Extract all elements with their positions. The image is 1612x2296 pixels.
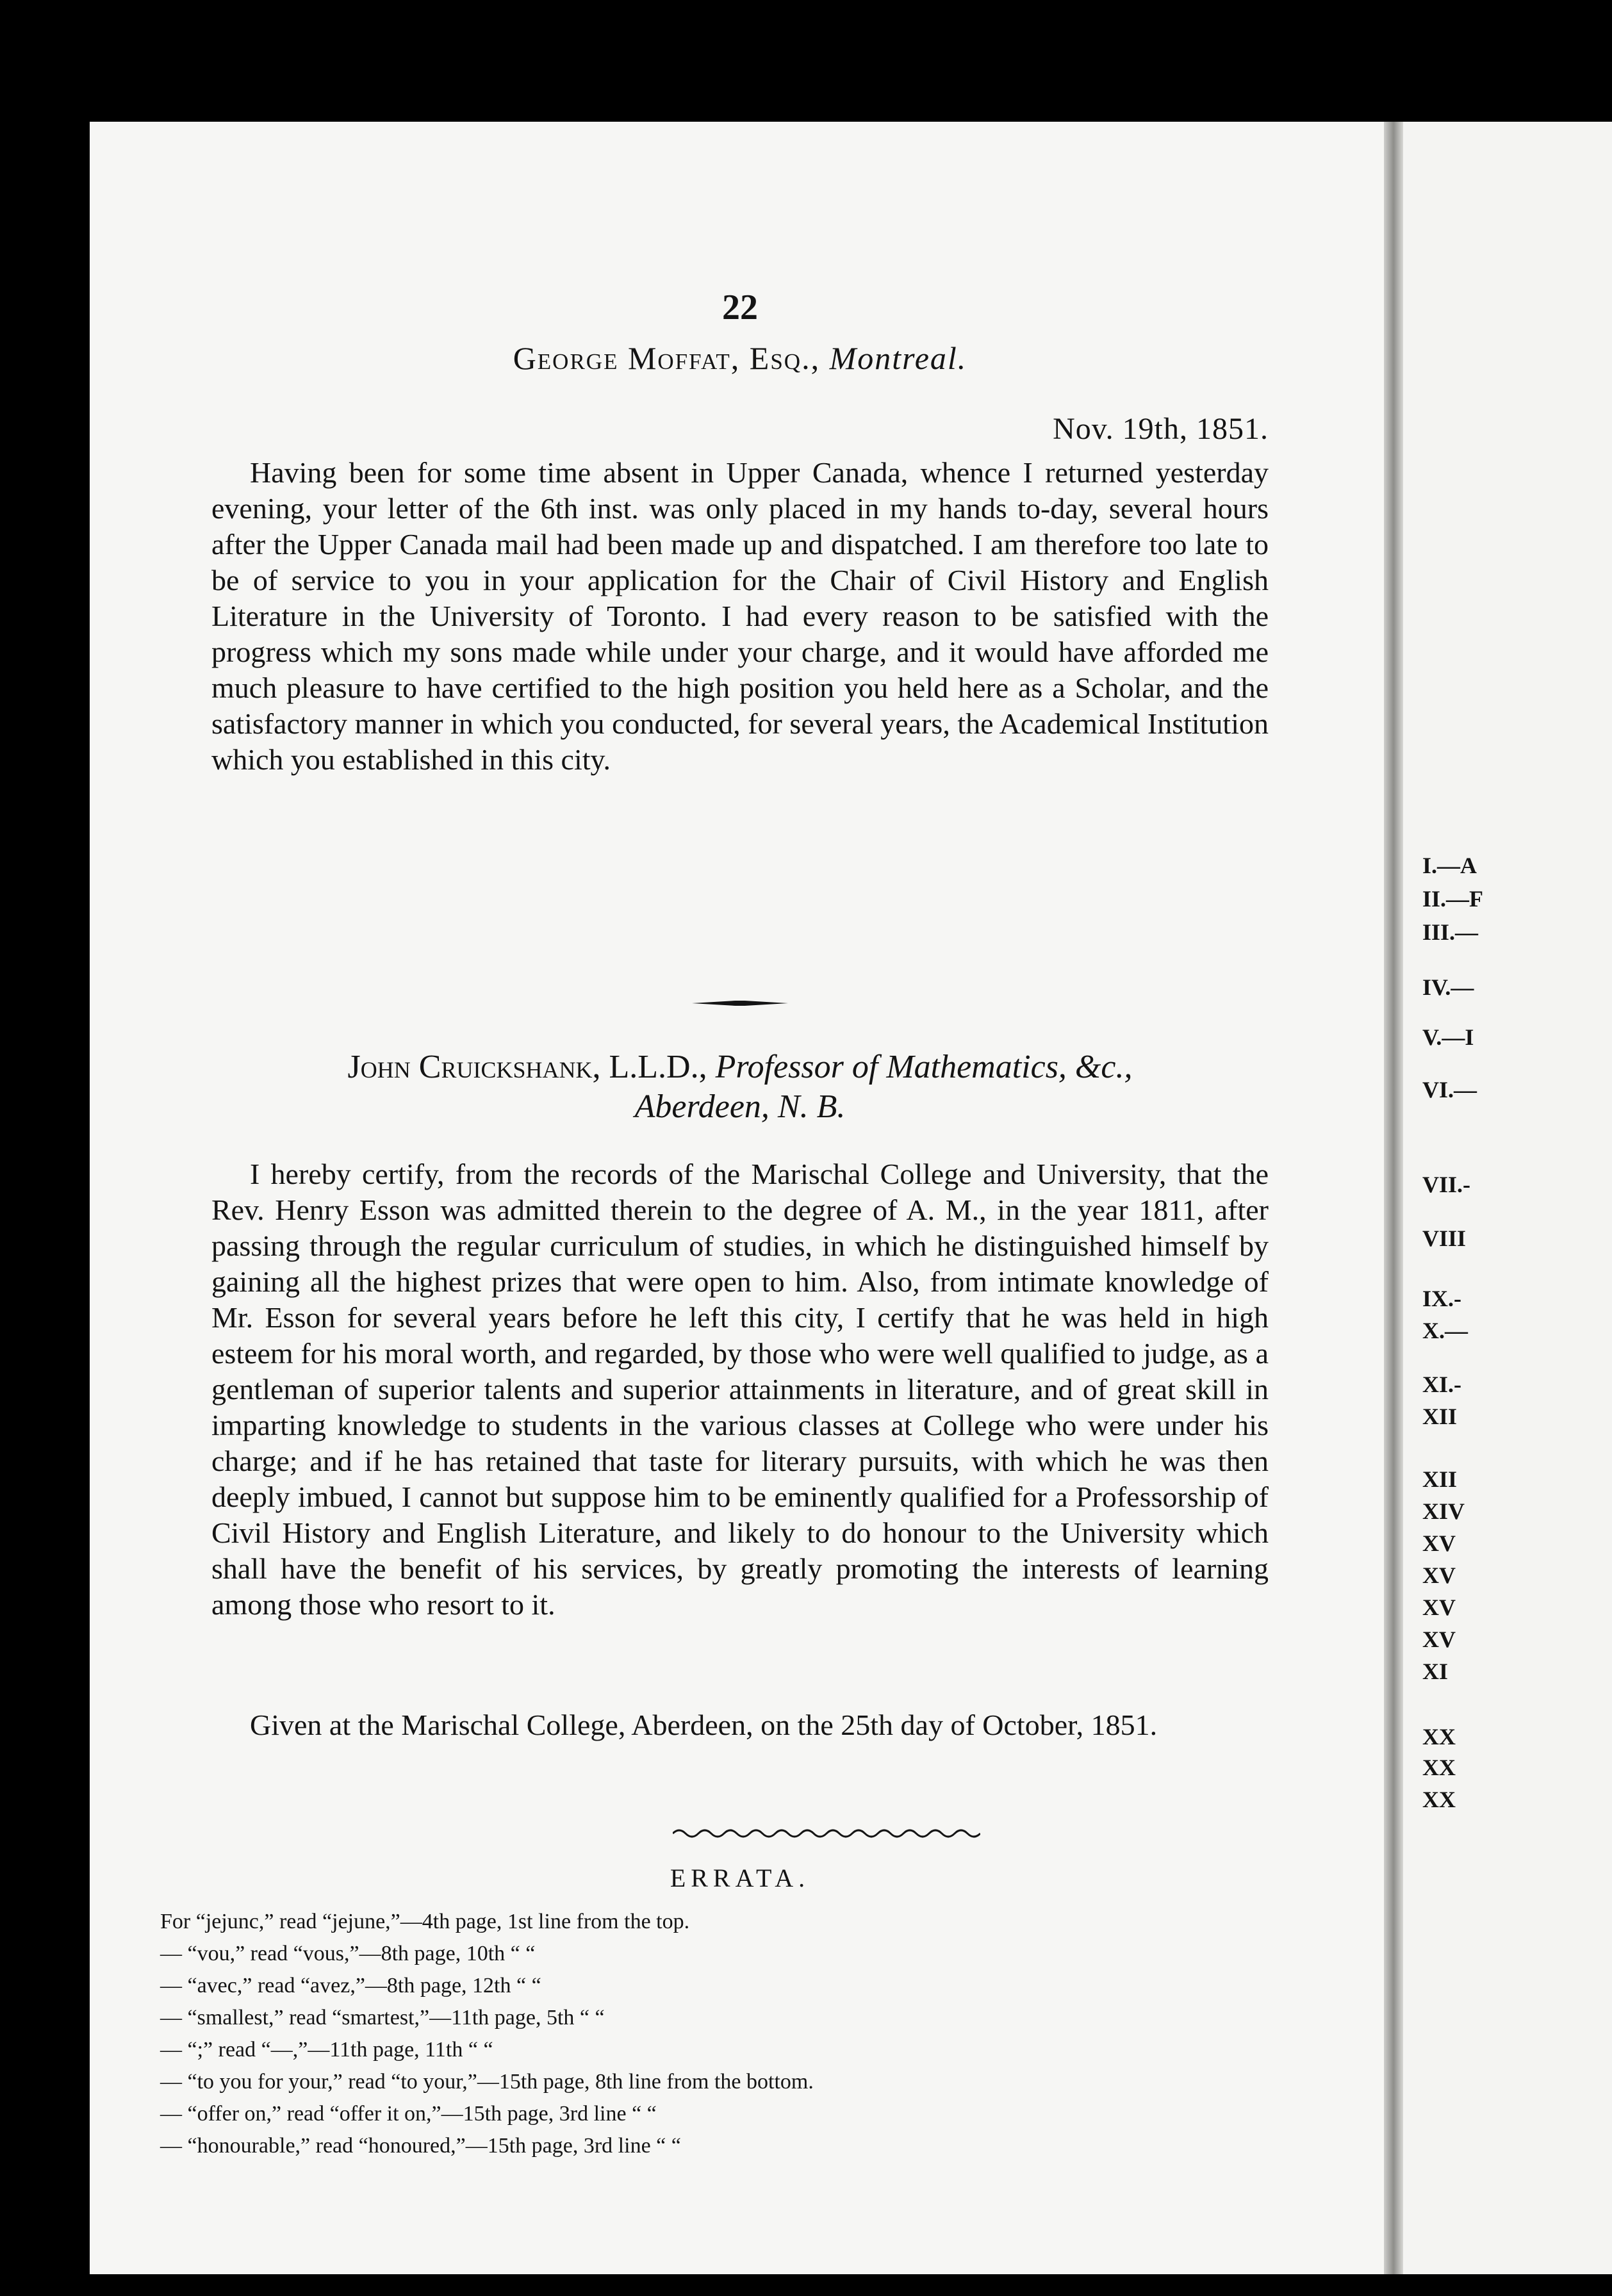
errata-line: — “avec,” read “avez,”—8th page, 12th “ “: [160, 1974, 541, 1997]
letter2-name: John Cruickshank, L.L.D.,: [347, 1049, 707, 1085]
facing-page-numeral: XX: [1422, 1724, 1456, 1750]
left-page: [90, 122, 1384, 2274]
errata-list: [160, 1906, 1249, 2162]
facing-page-numeral: X.—: [1422, 1318, 1468, 1343]
facing-page-numeral: IV.—: [1422, 974, 1474, 1000]
book-gutter: [1384, 122, 1403, 2274]
facing-page-numeral: V.—I: [1422, 1024, 1474, 1050]
errata-line: — “smallest,” read “smartest,”—11th page, 5th “ “: [160, 2006, 605, 2030]
facing-page-numeral: VII.-: [1422, 1172, 1471, 1197]
errata-line: — “vou,” read “vous,”—8th page, 10th “ “: [160, 1942, 536, 1965]
facing-page-numeral: XV: [1422, 1627, 1456, 1652]
letter2-title: Professor of Mathematics, &c.,: [715, 1049, 1133, 1085]
wavy-rule: [673, 1826, 980, 1841]
facing-page: [1403, 122, 1612, 2274]
facing-page-numeral: XIV: [1422, 1498, 1465, 1524]
facing-page-numeral: XI: [1422, 1659, 1449, 1684]
facing-page-numeral: XII: [1422, 1466, 1458, 1492]
letter1-body: Having been for some time absent in Upper Canada, whence I returned yesterday evening, your letter of the 6th inst. was only placed in my hands to-day, several hours after the Upper Canada mail had been made up and dispatched. I am therefore too late to be of service to you in your application for the Chair of Civil History and English Literature in the University of Toronto. I had every reason to be satisfied with the progress which my sons made while under your charge, and it would have afforded me much pleasure to have certified to the high position you held here as a Scholar, and the satisfactory manner in which you conducted, for several years, the Academical Institution which you established in this city.: [211, 456, 1269, 776]
errata-line: — “to you for your,” read “to your,”—15th page, 8th line from the bottom.: [160, 2070, 814, 2094]
facing-page-numeral: XX: [1422, 1787, 1456, 1812]
letter2-given: Given at the Marischal College, Aberdeen, on the 25th day of October, 1851.: [250, 1709, 1158, 1741]
letter2-body: I hereby certify, from the records of the Marischal College and University, that the Rev. Henry Esson was admitted therein to the degree of A. M., in the year 1811, after passing through the regular curriculum of studies, in which he distinguished himself by gaining all the highest prizes that were open to him. Also, from intimate knowledge of Mr. Esson for several years before he left this city, I certify that he was held in high esteem for his moral worth, and regarded, by those who were well qualified to judge, as a gentleman of superior talents and superior attainments in literature, and of great skill in imparting knowledge to students in the various classes at College who were under his charge; and if he has retained that taste for literary pursuits, with which he was then deeply imbued, I cannot but suppose him to be eminently qualified for a Professorship of Civil History and English Literature, and likely to do honour to the University which shall have the benefit of his services, by greatly promoting the interests of learning among those who resort to it.: [211, 1158, 1269, 1621]
letter2-heading: [192, 1047, 1288, 1127]
letter1-place: Montreal.: [829, 340, 967, 376]
facing-page-numeral: XX: [1422, 1755, 1456, 1780]
facing-page-numeral: XII: [1422, 1404, 1458, 1429]
facing-page-numeral: I.—A: [1422, 853, 1477, 878]
errata-line: — “offer on,” read “offer it on,”—15th page, 3rd line “ “: [160, 2102, 657, 2126]
errata-line: For “jejunc,” read “jejune,”—4th page, 1st line from the top.: [160, 1910, 690, 1933]
facing-page-numeral: XV: [1422, 1562, 1456, 1588]
page-number: 22: [722, 288, 758, 327]
facing-page-numeral: IX.-: [1422, 1286, 1461, 1311]
facing-page-numeral: XI.-: [1422, 1372, 1461, 1397]
letter1-heading: [211, 340, 1269, 377]
facing-page-numeral: VIII: [1422, 1226, 1467, 1251]
facing-page-numeral: VI.—: [1422, 1077, 1477, 1103]
section-divider: [692, 1001, 788, 1006]
errata-line: — “honourable,” read “honoured,”—15th page, 3rd line “ “: [160, 2134, 681, 2158]
letter2-place: Aberdeen, N. B.: [634, 1088, 846, 1125]
letter1-date: Nov. 19th, 1851.: [1053, 412, 1269, 446]
facing-page-numeral: XV: [1422, 1530, 1456, 1556]
facing-page-numeral: XV: [1422, 1595, 1456, 1620]
errata-title: ERRATA.: [670, 1864, 810, 1892]
letter1-name: George Moffat, Esq.,: [513, 340, 821, 376]
facing-page-numeral: III.—: [1422, 919, 1479, 945]
errata-line: — “;” read “—,”—11th page, 11th “ “: [160, 2038, 493, 2062]
facing-page-numeral: II.—F: [1422, 886, 1484, 912]
